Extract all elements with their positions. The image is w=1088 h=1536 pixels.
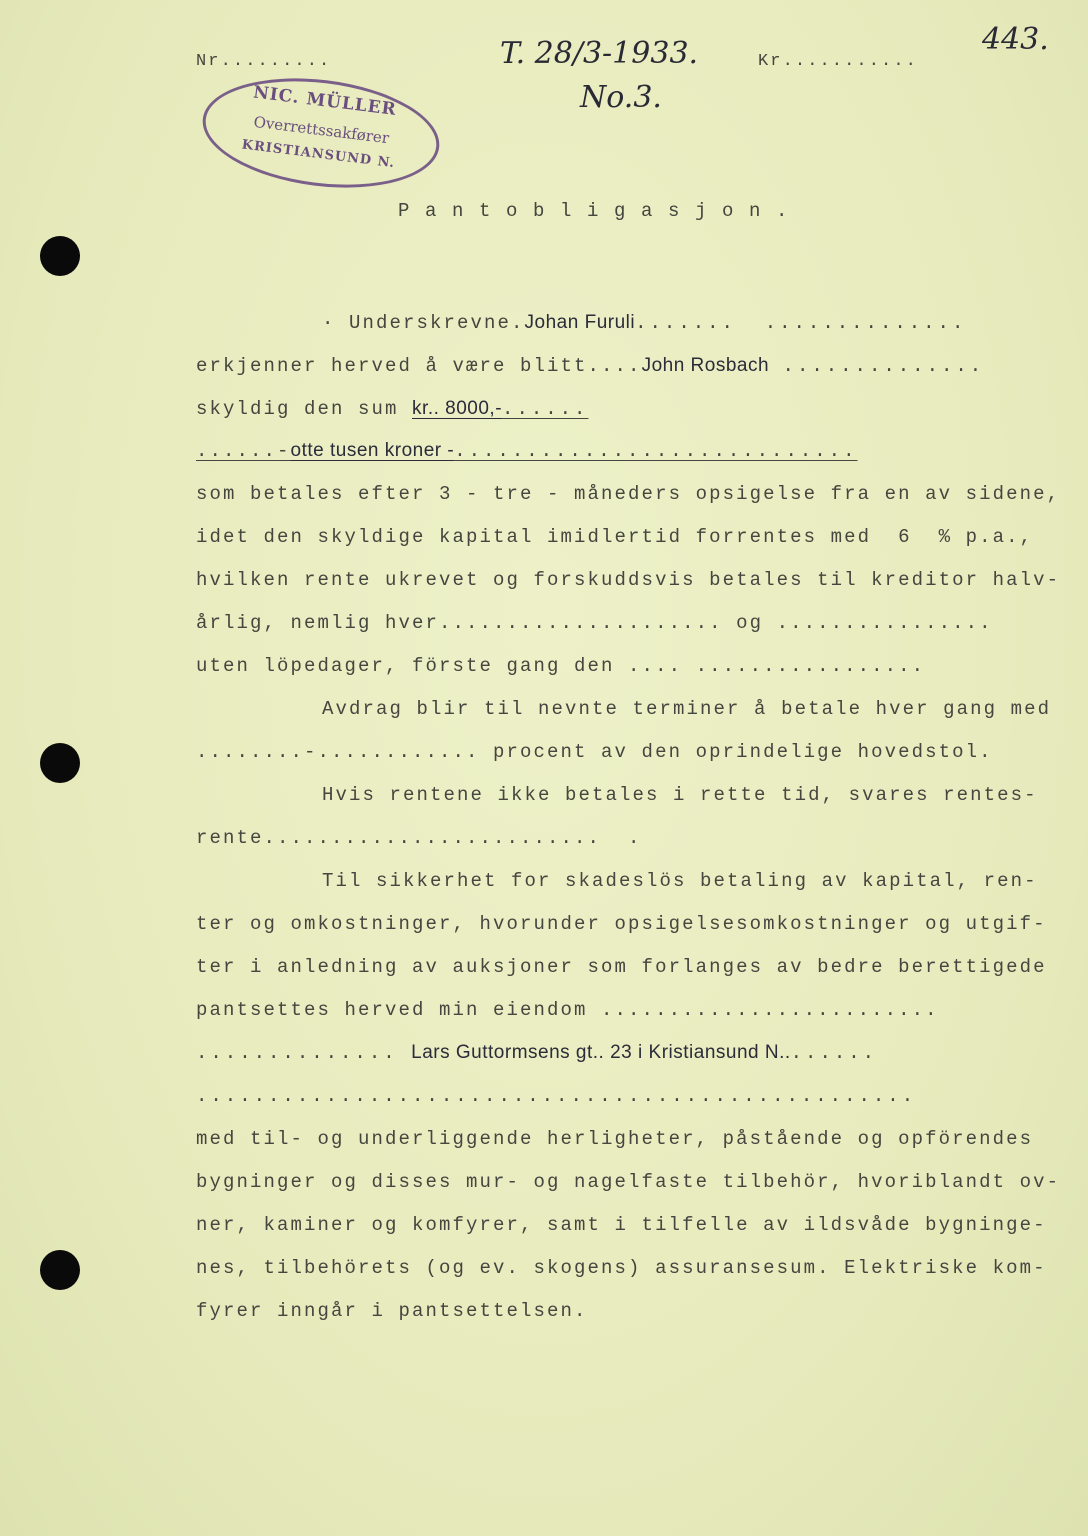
line-20: med til- og underliggende herligheter, påstående og opförendes: [196, 1128, 1034, 1150]
stamp-line-title: Overrettssakfører: [252, 112, 391, 148]
punch-hole-top: [40, 236, 80, 276]
line-4: [196, 440, 857, 462]
line-6: idet den skyldige kapital imidlertid forrentes med 6 % p.a.,: [196, 526, 1034, 548]
line-7: hvilken rente ukrevet og forskuddsvis betales til kreditor halv-: [196, 569, 1061, 591]
document-title: P a n t o b l i g a s j o n .: [398, 200, 790, 222]
line-23: nes, tilbehörets (og ev. skogens) assuransesum. Elektriske kom-: [196, 1257, 1047, 1279]
line-10: Avdrag blir til nevnte terminer å betale hver gang med: [322, 698, 1052, 720]
line-2-dots: ..............: [782, 355, 985, 377]
nr-label: Nr.........: [196, 52, 332, 71]
line-3: [196, 398, 588, 420]
kr-label: Kr...........: [758, 52, 918, 71]
line-17: pantsettes herved min eiendom .........................: [196, 999, 939, 1021]
line-2: [196, 355, 984, 377]
line-24: fyrer inngår i pantsettelsen.: [196, 1300, 588, 1322]
stamp-line-name: NIC. MÜLLER: [252, 82, 398, 120]
line-1-dots: ....... ..............: [635, 312, 967, 334]
line-19: ..................................................: [196, 1085, 917, 1107]
line-9: uten löpedager, förste gang den .... .................: [196, 655, 926, 677]
amount-in-words: otte tusen kroner -: [290, 440, 455, 461]
line-1: · Underskrevne.Johan Furuli....... ..............: [322, 312, 967, 334]
signer-label: Underskrevne.: [349, 312, 525, 334]
punch-hole-middle: [40, 743, 80, 783]
line-3-text: skyldig den sum: [196, 398, 399, 420]
lawyer-stamp: [196, 66, 445, 200]
line-14: Til sikkerhet for skadeslös betaling av kapital, ren-: [322, 870, 1038, 892]
property-address: Lars Guttormsens gt.. 23 i Kristiansund N..: [411, 1042, 791, 1063]
line-8: årlig, nemlig hver..................... og ................: [196, 612, 993, 634]
stamp-line-city: KRISTIANSUND N.: [240, 137, 396, 172]
line-4-lead: ......-: [196, 440, 291, 462]
line-4-dots: ............................: [454, 440, 858, 462]
line-18-dots: ......: [790, 1042, 878, 1064]
line-16: ter i anledning av auksjoner som forlanges av bedre berettigede: [196, 956, 1047, 978]
line-2-text: erkjenner herved å være blitt....: [196, 355, 642, 377]
line-18-lead: ..............: [196, 1042, 398, 1064]
line-3-dots: ......: [502, 398, 589, 420]
line-11: ........-............ procent av den oprindelige hovedstol.: [196, 741, 993, 763]
line-13: rente......................... .: [196, 827, 642, 849]
date-note: T. 28/3-1933.: [500, 36, 699, 71]
punch-hole-bottom: [40, 1250, 80, 1290]
line-5: som betales efter 3 - tre - måneders opsigelse fra en av sidene,: [196, 483, 1061, 505]
line-18: [196, 1042, 877, 1064]
line-15: ter og omkostninger, hvorunder opsigelsesomkostninger og utgif-: [196, 913, 1047, 935]
debtor-name: Johan Furuli: [524, 312, 636, 333]
page-number: 443.: [982, 22, 1049, 57]
line-22: ner, kaminer og komfyrer, samt i tilfelle av ildsvåde bygninge-: [196, 1214, 1047, 1236]
number-note: No.3.: [580, 80, 662, 115]
line-12: Hvis rentene ikke betales i rette tid, svares rentes-: [322, 784, 1038, 806]
line-21: bygninger og disses mur- og nagelfaste tilbehör, hvoriblandt ov-: [196, 1171, 1061, 1193]
creditor-name: John Rosbach: [641, 355, 770, 376]
amount: kr.. 8000,-: [412, 398, 503, 419]
